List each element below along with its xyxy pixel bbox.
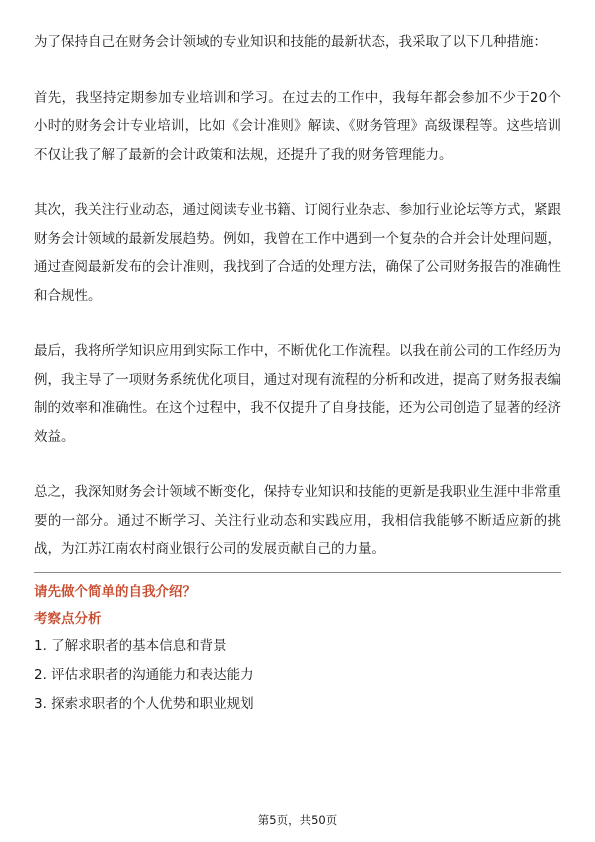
paragraph-practice: 最后，我将所学知识应用到实际工作中，不断优化工作流程。以我在前公司的工作经历为例，我主导了一项财务系统优化项目，通过对现有流程的分析和改进，提高了财务报表编制的效率和准确性。在这个过程中，我不仅提升了自身技能，还为公司创造了显著的经济效益。 (34, 343, 561, 445)
page-number: 第5页，共50页 (257, 813, 338, 827)
document-body (34, 28, 561, 719)
paragraph-summary: 总之，我深知财务会计领域不断变化，保持专业知识和技能的更新是我职业生涯中非常重要的一部分。通过不断学习、关注行业动态和实践应用，我相信我能够不断适应新的挑战，为江苏江南农村商业银行公司的发展贡献自己的力量。 (34, 484, 561, 557)
analysis-point: 3. 探索求职者的个人优势和职业规划 (34, 695, 254, 712)
paragraph-intro: 为了保持自己在财务会计领域的专业知识和技能的最新状态，我采取了以下几种措施： (34, 34, 547, 50)
paragraph-training: 首先，我坚持定期参加专业培训和学习。在过去的工作中，我每年都会参加不少于20个小时的财务会计专业培训，比如《会计准则》解读、《财务管理》高级课程等。这些培训不仅让我了解了最新的会计政策和法规，还提升了我的财务管理能力。 (34, 89, 561, 163)
analysis-point: 1. 了解求职者的基本信息和背景 (34, 637, 227, 654)
analysis-point: 2. 评估求职者的沟通能力和表达能力 (34, 666, 254, 683)
analysis-heading: 考察点分析 (34, 610, 102, 627)
paragraph-industry-trends: 其次，我关注行业动态，通过阅读专业书籍、订阅行业杂志、参加行业论坛等方式，紧跟财务会计领域的最新发展趋势。例如，我曾在工作中遇到一个复杂的合并会计处理问题，通过查阅最新发布的会计准则，我找到了合适的处理方法，确保了公司财务报告的准确性和合规性。 (34, 202, 561, 304)
section-divider (34, 572, 561, 573)
interview-question: 请先做个简单的自我介绍？ (34, 583, 196, 600)
